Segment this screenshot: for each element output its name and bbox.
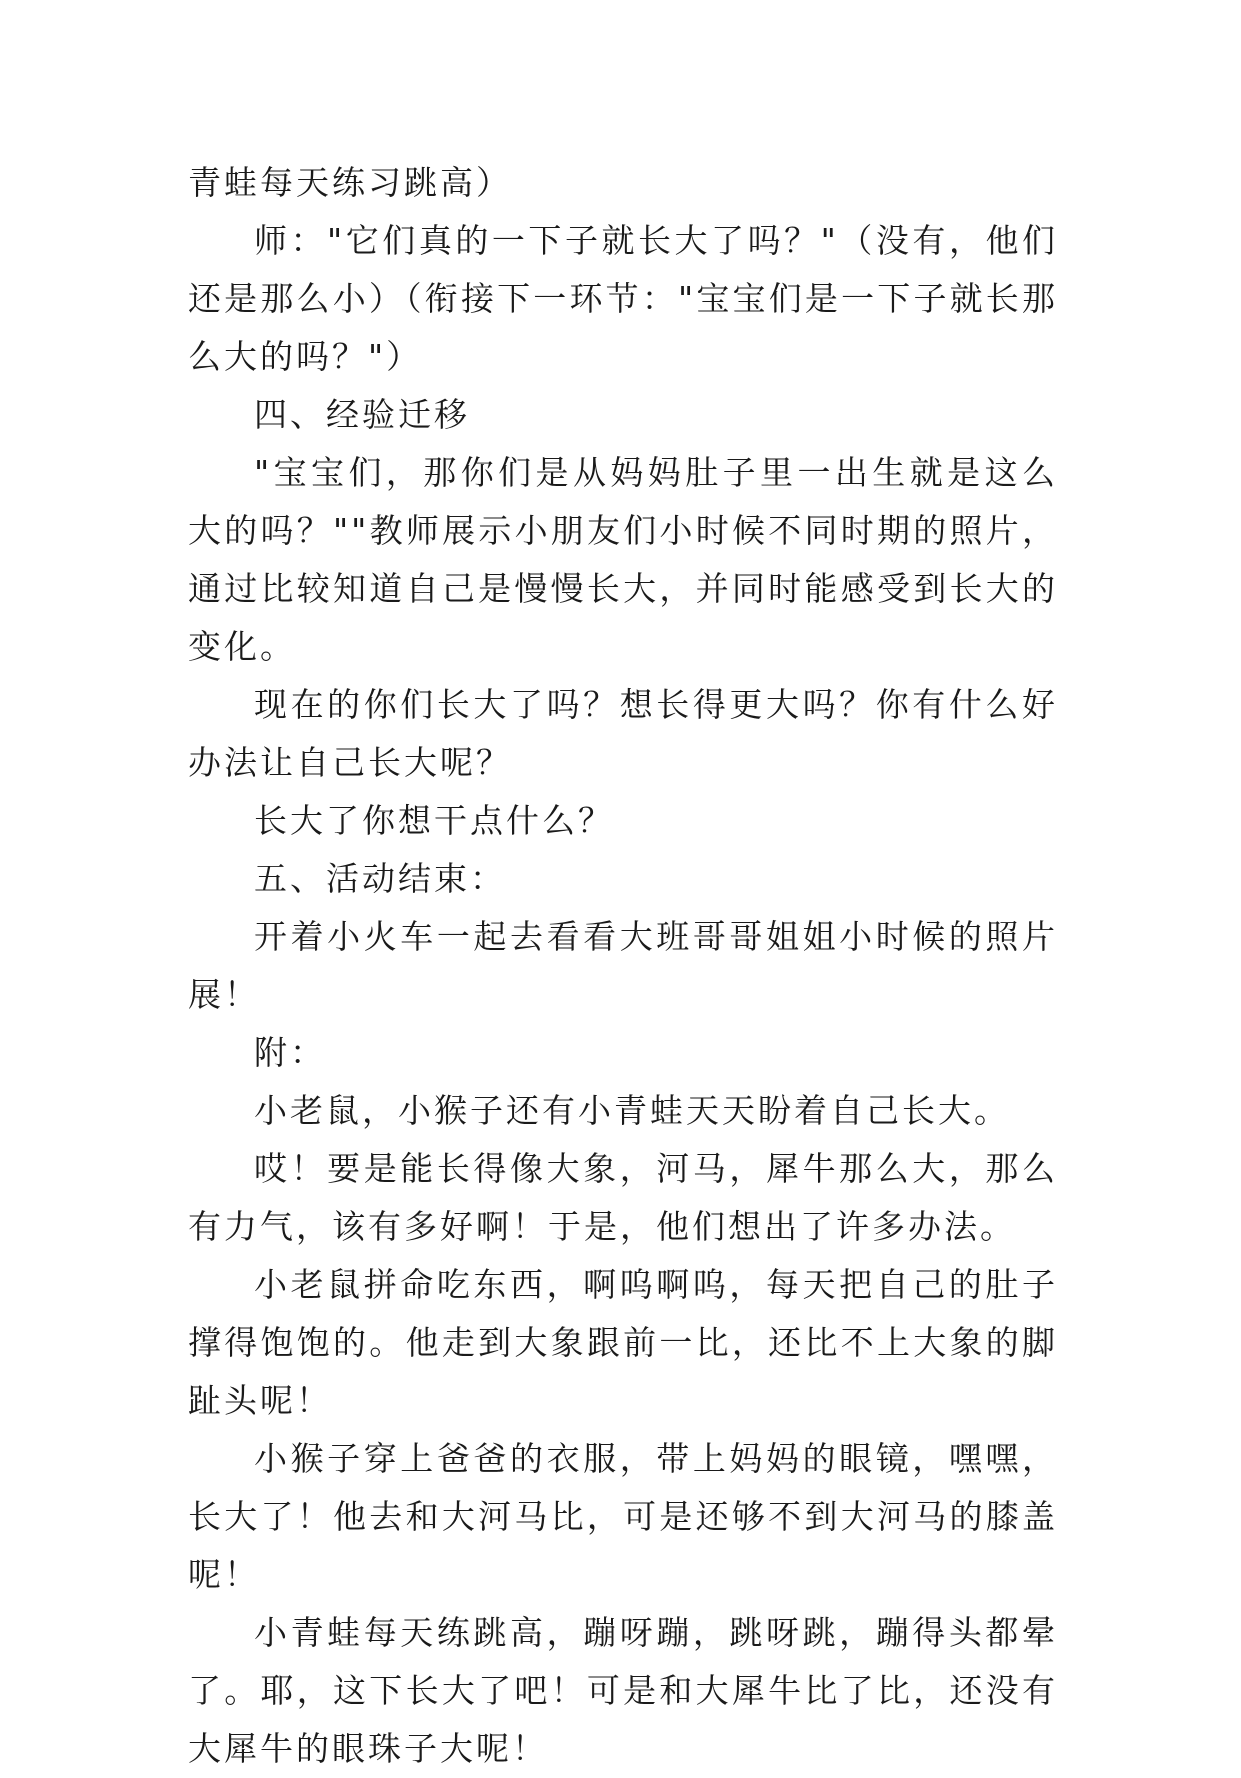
paragraph-8: 开着小火车一起去看看大班哥哥姐姐小时候的照片展！ <box>188 917 1058 1014</box>
paragraph-6: 长大了你想干点什么？ <box>254 801 614 840</box>
paragraph-10: 小老鼠，小猴子还有小青蛙天天盼着自己长大。 <box>254 1091 1010 1130</box>
paragraph-14: 小青蛙每天练跳高，蹦呀蹦，跳呀跳，蹦得头都晕了。耶，这下长大了吧！可是和大犀牛比了比，还没有大犀牛的眼珠子大呢！ <box>188 1613 1058 1768</box>
paragraph-1: 青蛙每天练习跳高） <box>188 163 512 202</box>
paragraph-2: 师："它们真的一下子就长大了吗？"（没有，他们还是那么小）（衔接下一环节："宝宝们是一下子就长那么大的吗？"） <box>188 221 1058 376</box>
paragraph-13: 小猴子穿上爸爸的衣服，带上妈妈的眼镜，嘿嘿，长大了！他去和大河马比，可是还够不到大河马的膝盖呢！ <box>188 1439 1058 1594</box>
paragraph-5: 现在的你们长大了吗？想长得更大吗？你有什么好办法让自己长大呢？ <box>188 685 1058 782</box>
appendix-label: 附： <box>254 1033 326 1072</box>
paragraph-11: 哎！要是能长得像大象，河马，犀牛那么大，那么有力气，该有多好啊！于是，他们想出了许多办法。 <box>188 1149 1058 1246</box>
document-body <box>188 154 1058 1778</box>
paragraph-12: 小老鼠拼命吃东西，啊呜啊呜，每天把自己的肚子撑得饱饱的。他走到大象跟前一比，还比不上大象的脚趾头呢！ <box>188 1265 1058 1420</box>
section-heading-activity-end: 五、活动结束： <box>254 859 506 898</box>
section-heading-experience-transfer: 四、经验迁移 <box>254 395 470 434</box>
paragraph-4: "宝宝们，那你们是从妈妈肚子里一出生就是这么大的吗？""教师展示小朋友们小时候不同时期的照片，通过比较知道自己是慢慢长大，并同时能感受到长大的变化。 <box>188 453 1058 666</box>
